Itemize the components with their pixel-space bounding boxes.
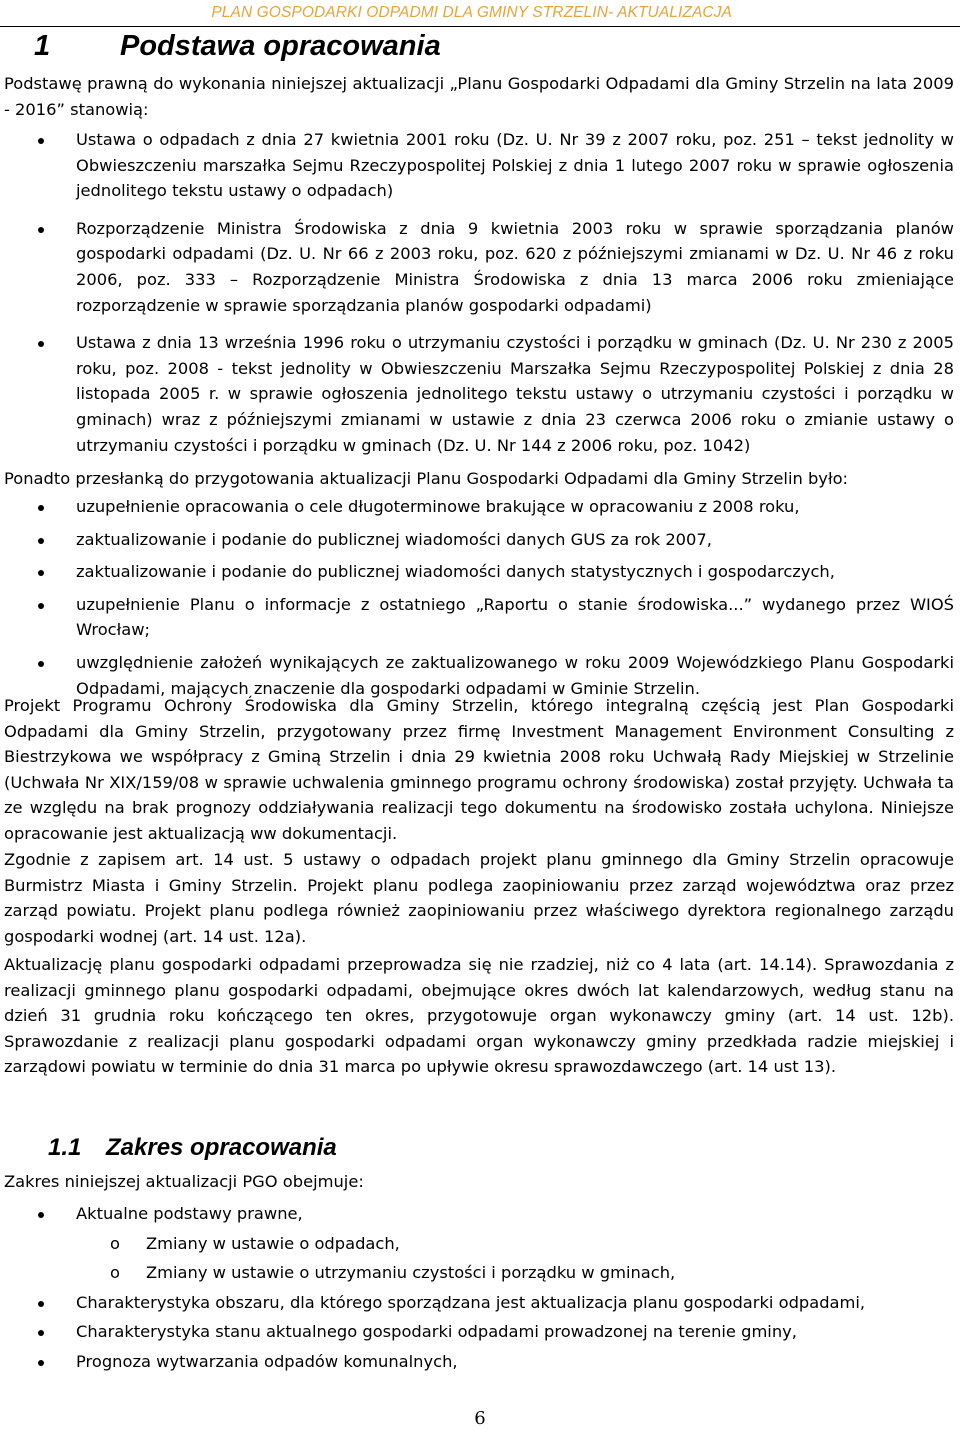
legal-bases-list xyxy=(0,127,954,458)
bullet-icon xyxy=(38,1212,44,1218)
section-title: Podstawa opracowania xyxy=(120,30,441,62)
running-header: PLAN GOSPODARKI ODPADMI DLA GMINY STRZELIN- AKTUALIZACJA xyxy=(211,4,732,21)
bullet-icon xyxy=(38,1330,44,1336)
bullet-icon xyxy=(38,505,44,511)
subsection-heading xyxy=(48,1134,337,1162)
bullet-icon xyxy=(38,1360,44,1366)
circle-bullet-icon: o xyxy=(110,1233,120,1253)
project-paragraph: Projekt Programu Ochrony Środowiska dla Gminy Strzelin, którego integralną częścią jest Plan Gospodarki Odpadami dla Gminy Strzelin, przygotowany przez firmę Investment Management Environment Consulting z Biestrzykowa we współpracy z Gminą Strzelin i dnia 29 kwietnia 2008 roku Uchwałą Rady Miejskiej w Strzelinie (Uchwała Nr XIX/159/08 w sprawie uchwalenia gminnego programu ochrony środowiska) został przyjęty. Uchwała ta ze względu na brak prognozy oddziaływania realizacji tego dokumentu na środowisko została uchylona. Niniejsze opracowanie jest aktualizacją ww dokumentacji. xyxy=(4,696,954,843)
list-item: Aktualne podstawy prawne, xyxy=(0,1201,954,1227)
sub-list-item: o Zmiany w ustawie o odpadach, xyxy=(0,1231,954,1257)
section-number: 1 xyxy=(34,30,51,62)
bullet-icon xyxy=(38,661,44,667)
list-item: zaktualizowanie i podanie do publicznej wiadomości danych statystycznych i gospodarczych, xyxy=(0,559,954,585)
list-item: Charakterystyka stanu aktualnego gospodarki odpadami prowadzonej na terenie gminy, xyxy=(0,1319,954,1345)
list-item: uzupełnienie opracowania o cele długoterminowe brakujące w opracowaniu z 2008 roku, xyxy=(0,494,954,520)
bullet-icon xyxy=(38,1301,44,1307)
premises-list xyxy=(0,494,954,701)
list-item: Charakterystyka obszaru, dla którego sporządzana jest aktualizacja planu gospodarki odpadami, xyxy=(0,1290,954,1316)
subsection-number: 1.1 xyxy=(48,1134,82,1161)
list-item: uwzględnienie założeń wynikających ze zaktualizowanego w roku 2009 Wojewódzkiego Planu Gospodarki Odpadami, mających znaczenie dla gospodarki odpadami w Gminie Strzelin. xyxy=(0,650,954,701)
article-14-paragraph: Zgodnie z zapisem art. 14 ust. 5 ustawy o odpadach projekt planu gminnego dla Gminy Strzelin opracowuje Burmistrz Miasta i Gminy Strzelin. Projekt planu podlega zaopiniowaniu przez zarząd województwa oraz przez zarząd powiatu. Projekt planu podlega również zaopiniowaniu przez właściwego dyrektora regionalnego zarządu gospodarki wodnej (art. 14 ust. 12a). xyxy=(4,850,954,946)
bullet-icon xyxy=(38,138,44,144)
header-divider xyxy=(0,26,960,27)
list-item: Ustawa z dnia 13 września 1996 roku o utrzymaniu czystości i porządku w gminach (Dz. U. Nr 230 z 2005 roku, poz. 2008 - tekst jednolity w Obwieszczeniu Marszałka Sejmu Rzeczypospolitej Polskiej z dnia 28 listopada 2005 r. w sprawie ogłoszenia jednolitego tekstu ustawy o utrzymaniu czystości i porządku w gminach) wraz z późniejszymi zmianami w ustawie z dnia 23 czerwca 2006 roku o zmianie ustawy o utrzymaniu czystości i porządku w gminach (Dz. U. Nr 144 z 2006 roku, poz. 1042) xyxy=(0,330,954,458)
list-item: uzupełnienie Planu o informacje z ostatniego „Raportu o stanie środowiska...” wydanego przez WIOŚ Wrocław; xyxy=(0,592,954,643)
list-item: Prognoza wytwarzania odpadów komunalnych, xyxy=(0,1349,954,1375)
scope-intro: Zakres niniejszej aktualizacji PGO obejmuje: xyxy=(4,1172,364,1191)
update-paragraph: Aktualizację planu gospodarki odpadami przeprowadza się nie rzadziej, niż co 4 lata (art. 14.14). Sprawozdania z realizacji gminnego planu gospodarki odpadami, obejmujące okres dwóch lat kalendarzowych, według stanu na dzień 31 grudnia roku kończącego ten okres, przygotowuje organ wykonawczy gminy (art. 14 ust. 12b). Sprawozdanie z realizacji planu gospodarki odpadami organ wykonawczy gminy przedkłada radzie miejskiej i zarządowi powiatu w terminie do dnia 31 marca po upływie okresu sprawozdawczego (art. 14 ust 13). xyxy=(4,955,954,1077)
bullet-icon xyxy=(38,538,44,544)
sub-list-item: o Zmiany w ustawie o utrzymaniu czystości i porządku w gminach, xyxy=(0,1260,954,1286)
list-item: zaktualizowanie i podanie do publicznej wiadomości danych GUS za rok 2007, xyxy=(0,527,954,553)
bullet-icon xyxy=(38,570,44,576)
subsection-title: Zakres opracowania xyxy=(106,1134,337,1161)
intro-paragraph: Podstawę prawną do wykonania niniejszej aktualizacji „Planu Gospodarki Odpadami dla Gminy Strzelin na lata 2009 - 2016” stanowią: xyxy=(4,74,954,119)
premises-intro: Ponadto przesłanką do przygotowania aktualizacji Planu Gospodarki Odpadami dla Gminy Strzelin było: xyxy=(4,469,849,488)
section-heading xyxy=(34,30,441,63)
scope-list xyxy=(0,1201,954,1375)
bullet-icon xyxy=(38,341,44,347)
list-item: Ustawa o odpadach z dnia 27 kwietnia 2001 roku (Dz. U. Nr 39 z 2007 roku, poz. 251 – tekst jednolity w Obwieszczeniu marszałka Sejmu Rzeczypospolitej Polskiej z dnia 1 lutego 2007 roku w sprawie ogłoszenia jednolitego tekstu ustawy o odpadach) xyxy=(0,127,954,204)
bullet-icon xyxy=(38,227,44,233)
circle-bullet-icon: o xyxy=(110,1263,120,1283)
page-number: 6 xyxy=(474,1408,486,1429)
bullet-icon xyxy=(38,603,44,609)
list-item: Rozporządzenie Ministra Środowiska z dnia 9 kwietnia 2003 roku w sprawie sporządzania planów gospodarki odpadami (Dz. U. Nr 66 z 2003 roku, poz. 620 z późniejszymi zmianami w Dz. U. Nr 46 z roku 2006, poz. 333 – Rozporządzenie Ministra Środowiska z dnia 13 marca 2006 roku zmieniające rozporządzenie w sprawie sporządzania planów gospodarki odpadami) xyxy=(0,216,954,318)
